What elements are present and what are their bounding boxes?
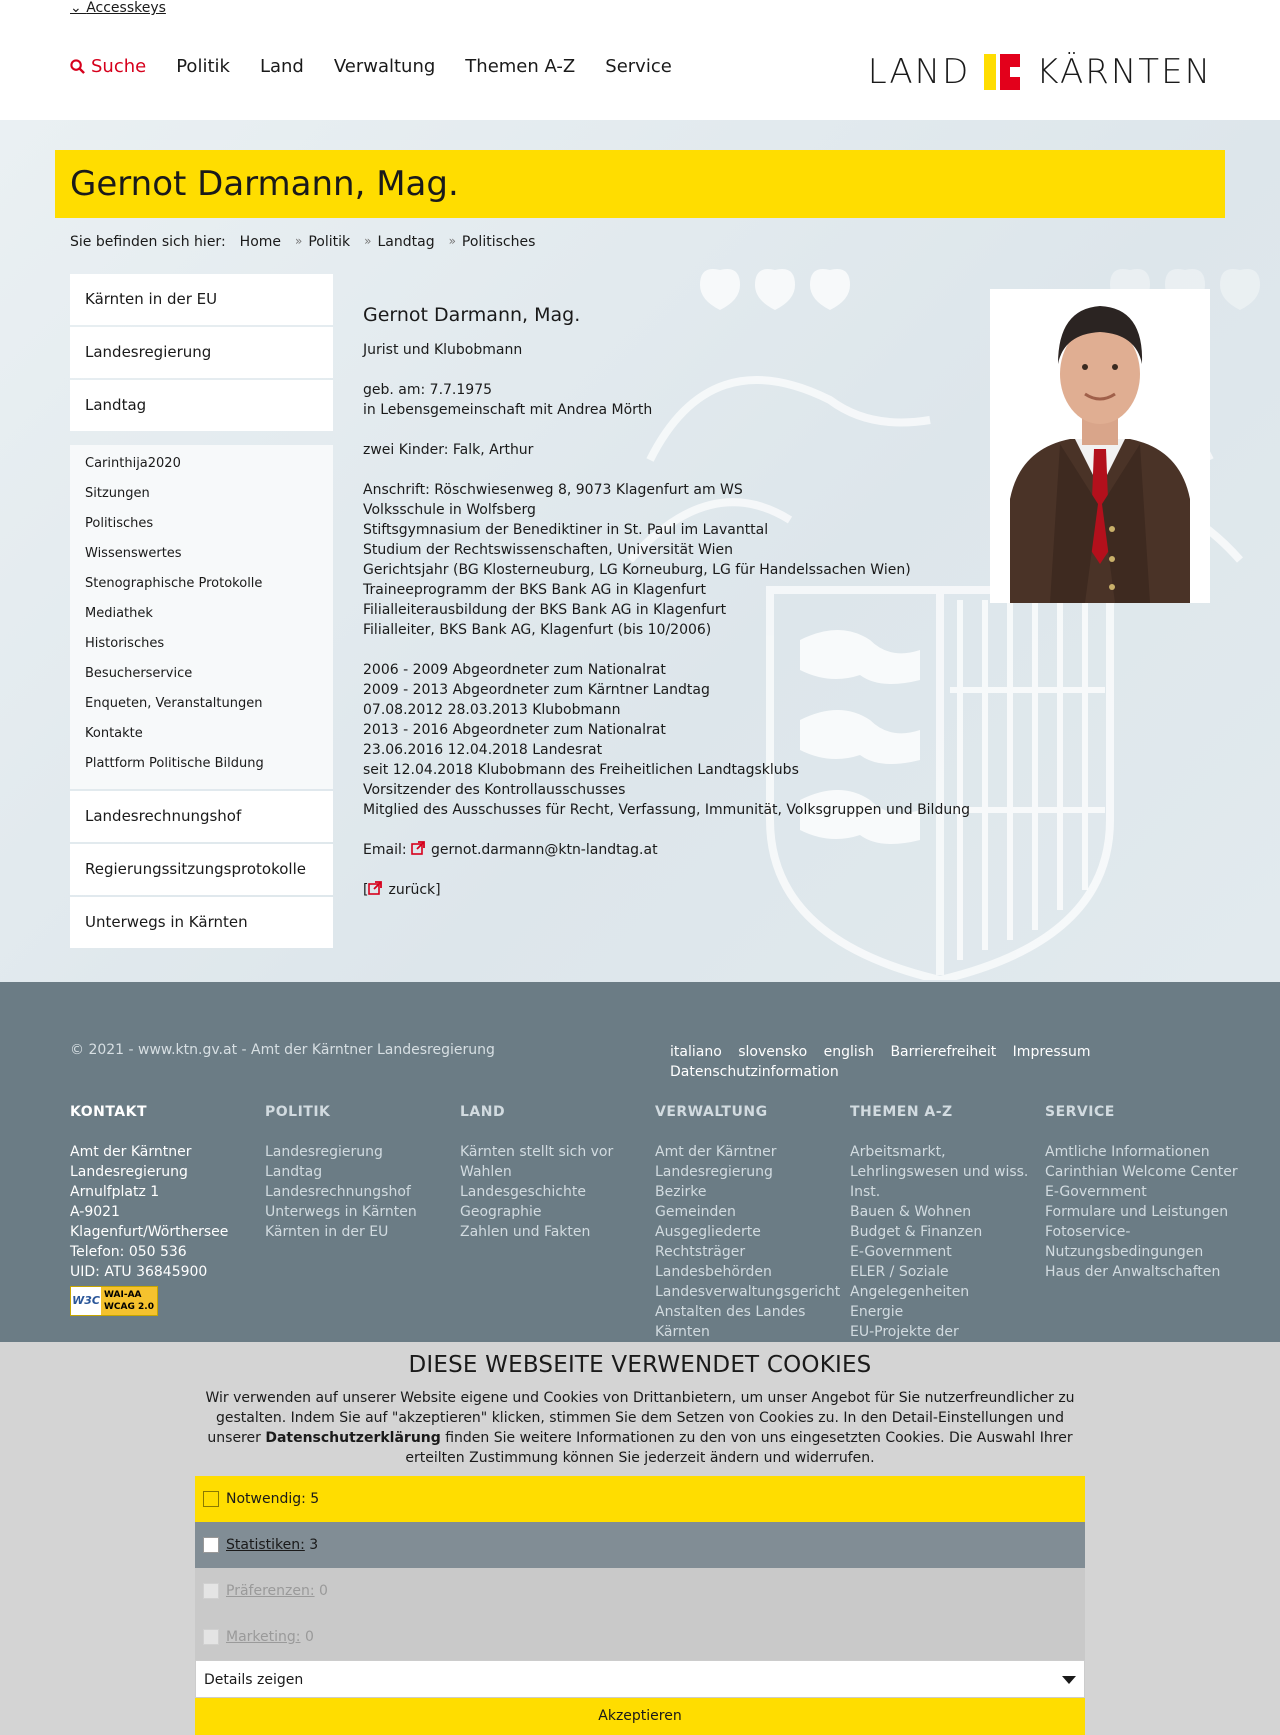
profile-line: zwei Kinder: Falk, Arthur (363, 442, 534, 458)
profile-photo (990, 289, 1210, 603)
footer-col-themen (850, 1102, 1045, 1342)
breadcrumb-prefix: Sie befinden sich hier: (70, 234, 226, 250)
chevron-right-icon: » (364, 234, 372, 248)
cookie-option-count: 0 (304, 1629, 314, 1645)
checkbox-disabled-icon[interactable] (203, 1583, 219, 1599)
cookie-option-label: Notwendig: (226, 1491, 306, 1507)
cookie-description (195, 1388, 1085, 1468)
nav-politik[interactable]: Politik (176, 56, 230, 77)
sidebar-item-unterwegs[interactable]: Unterwegs in Kärnten (70, 897, 333, 948)
external-link-icon (368, 881, 382, 895)
details-toggle[interactable] (195, 1660, 1085, 1698)
footer-link[interactable]: E-Government (850, 1244, 952, 1260)
profile-subtitle: Jurist und Klubobmann (363, 342, 523, 358)
sidebar-subitem[interactable]: Mediathek (85, 606, 153, 621)
profile-line: in Lebensgemeinschaft mit Andrea Mörth (363, 402, 653, 418)
footer-col-land (460, 1102, 655, 1342)
profile-content (363, 300, 983, 900)
footer-link[interactable]: Landtag (265, 1164, 323, 1180)
sidebar-item-protokolle[interactable]: Regierungssitzungsprotokolle (70, 844, 333, 895)
footer-text: Telefon: 050 536 (70, 1244, 187, 1260)
sidebar-item-landesrechnungshof[interactable]: Landesrechnungshof (70, 791, 333, 842)
nav-search-label: Suche (91, 56, 147, 77)
cookie-option-label: Statistiken: (226, 1537, 305, 1553)
footer-link[interactable]: E-Government (1045, 1184, 1147, 1200)
footer-link[interactable]: Zahlen und Fakten (460, 1224, 591, 1240)
profile-line: Filialleiterausbildung der BKS Bank AG in Klagenfurt (363, 602, 727, 618)
footer-col-title: THEMEN A-Z (850, 1104, 953, 1120)
footer-link-english[interactable]: english (823, 1044, 874, 1060)
footer-link[interactable]: Landesrechnungshof (265, 1184, 411, 1200)
footer-link[interactable]: Landesgeschichte (460, 1184, 586, 1200)
sidebar-submenu (70, 445, 333, 789)
chevron-right-icon: » (295, 234, 303, 248)
footer-link[interactable]: Haus der Anwaltschaften (1045, 1264, 1221, 1280)
breadcrumb-home[interactable]: Home (239, 234, 282, 250)
footer-link[interactable]: Bauen & Wohnen (850, 1204, 972, 1220)
footer-col-title: POLITIK (265, 1104, 331, 1120)
cookie-banner (0, 1342, 1280, 1735)
profile-line: Vorsitzender des Kontrollausschusses (363, 782, 626, 798)
logo-mark-icon (984, 54, 1022, 90)
footer-columns (70, 1102, 1240, 1342)
footer-link[interactable]: Formulare und Leistungen (1045, 1204, 1229, 1220)
footer-link[interactable]: Carinthian Welcome Center (1045, 1164, 1238, 1180)
profile-line: seit 12.04.2018 Klubobmann des Freiheitlichen Landtagsklubs (363, 762, 799, 778)
footer-col-politik (265, 1102, 460, 1342)
sidebar-subitem[interactable]: Kontakte (85, 726, 143, 741)
cookie-option-statistiken[interactable] (195, 1522, 1085, 1568)
cookie-option-marketing[interactable] (195, 1614, 1085, 1660)
logo-text-land: LAND (867, 52, 971, 92)
footer-col-title: VERWALTUNG (655, 1104, 768, 1120)
footer-link[interactable]: Kärnten in der EU (265, 1224, 389, 1240)
footer (0, 982, 1280, 1342)
footer-link[interactable]: Landesbehörden (655, 1264, 772, 1280)
footer-link[interactable]: Geographie (460, 1204, 542, 1220)
external-link-icon (411, 841, 425, 855)
sidebar-subitem[interactable]: Besucherservice (85, 666, 193, 681)
sidebar-subitem[interactable]: Stenographische Protokolle (85, 576, 263, 591)
privacy-policy-link[interactable]: Datenschutzerklärung (265, 1430, 441, 1446)
email-row (363, 840, 983, 860)
footer-link[interactable]: Gemeinden (655, 1204, 736, 1220)
footer-col-kontakt (70, 1102, 265, 1342)
logo-text-kaernten: KÄRNTEN (1036, 52, 1212, 92)
cookie-option-praeferenzen[interactable] (195, 1568, 1085, 1614)
sidebar-subitem[interactable]: Plattform Politische Bildung (85, 756, 264, 771)
email-link[interactable]: gernot.darmann@ktn-landtag.at (431, 842, 658, 858)
page-title-bar (55, 150, 1225, 218)
footer-link-impressum[interactable]: Impressum (1012, 1044, 1091, 1060)
profile-line: 2009 - 2013 Abgeordneter zum Kärntner Landtag (363, 682, 710, 698)
footer-link[interactable]: Landesregierung (265, 1144, 383, 1160)
nav-themen[interactable]: Themen A-Z (465, 56, 576, 77)
breadcrumb-politisches[interactable]: Politisches (461, 234, 536, 250)
footer-link[interactable]: Arbeitsmarkt, Lehrlingswesen und wiss. Inst. (850, 1144, 1029, 1200)
footer-link[interactable]: Unterwegs in Kärnten (265, 1204, 417, 1220)
checkbox-disabled-icon[interactable] (203, 1629, 219, 1645)
wcag-badge[interactable] (70, 1286, 158, 1316)
footer-link-datenschutz[interactable]: Datenschutzinformation (670, 1064, 839, 1080)
portrait-image (990, 289, 1210, 603)
footer-link[interactable]: Anstalten des Landes Kärnten (655, 1304, 806, 1340)
footer-link[interactable]: Amt der Kärntner Landesregierung (655, 1144, 777, 1180)
footer-text: A-9021 Klagenfurt/Wörthersee (70, 1204, 229, 1240)
footer-text: UID: ATU 36845900 (70, 1264, 208, 1280)
footer-col-title: KONTAKT (70, 1104, 148, 1120)
sidebar-item-landtag[interactable]: Landtag (70, 380, 333, 431)
back-bracket-close: ] (435, 882, 441, 898)
sidebar-subitem[interactable]: Sitzungen (85, 486, 150, 501)
profile-line: Stiftsgymnasium der Benediktiner in St. Paul im Lavanttal (363, 522, 769, 538)
cookie-option-notwendig[interactable] (195, 1476, 1085, 1522)
search-icon (70, 59, 85, 74)
footer-link[interactable]: EU-Projekte der (850, 1324, 959, 1340)
profile-line: Volksschule in Wolfsberg (363, 502, 536, 518)
footer-link[interactable]: Wahlen (460, 1164, 512, 1180)
footer-link-italiano[interactable]: italiano (670, 1044, 722, 1060)
email-label: Email: (363, 842, 407, 858)
sidebar (70, 274, 333, 950)
accept-button[interactable]: Akzeptieren (195, 1698, 1085, 1735)
details-label: Details zeigen (204, 1672, 304, 1688)
profile-line: Studium der Rechtswissenschaften, Universität Wien (363, 542, 733, 558)
cookie-desc-part2: finden Sie weitere Informationen zu den von uns eingesetzten Cookies. Die Auswahl Ihrer erteilten Zustimmung können Sie jederzeit ändern und widerrufen. (405, 1430, 1073, 1466)
footer-col-title: LAND (460, 1104, 506, 1120)
footer-text: Arnulfplatz 1 (70, 1184, 160, 1200)
breadcrumb-landtag[interactable]: Landtag (377, 234, 435, 250)
nav-service[interactable]: Service (605, 56, 672, 77)
accesskeys-link[interactable]: ⌄ Accesskeys (70, 0, 166, 16)
sidebar-subitem[interactable]: Politisches (85, 516, 154, 531)
profile-line: Anschrift: Röschwiesenweg 8, 9073 Klagenfurt am WS (363, 482, 743, 498)
sidebar-subitem[interactable]: Wissenswertes (85, 546, 182, 561)
profile-line: 23.06.2016 12.04.2018 Landesrat (363, 742, 603, 758)
footer-link[interactable]: Energie (850, 1304, 904, 1320)
breadcrumb (70, 234, 535, 250)
cookie-option-label: Präferenzen: (226, 1583, 315, 1599)
footer-copyright: © 2021 - www.ktn.gv.at - Amt der Kärntner Landesregierung (70, 1042, 495, 1058)
cookie-option-count: 5 (310, 1491, 320, 1507)
breadcrumb-politik[interactable]: Politik (308, 234, 351, 250)
main-nav (70, 56, 672, 77)
back-row (363, 880, 983, 900)
cookie-option-label: Marketing: (226, 1629, 301, 1645)
chevron-right-icon: » (448, 234, 456, 248)
profile-line: 2006 - 2009 Abgeordneter zum Nationalrat (363, 662, 666, 678)
profile-heading: Gernot Darmann, Mag. (363, 304, 581, 326)
sidebar-subitem[interactable]: Carinthija2020 (85, 456, 181, 471)
footer-link-barrierefreiheit[interactable]: Barrierefreiheit (890, 1044, 997, 1060)
profile-line: Gerichtsjahr (BG Klosterneuburg, LG Korneuburg, LG für Handelssachen Wien) (363, 562, 911, 578)
profile-line: 2013 - 2016 Abgeordneter zum Nationalrat (363, 722, 666, 738)
footer-links (670, 1042, 1110, 1082)
footer-link-slovensko[interactable]: slovensko (738, 1044, 808, 1060)
site-logo[interactable] (868, 52, 1212, 92)
footer-link[interactable]: Fotoservice-Nutzungsbedingungen (1045, 1224, 1204, 1260)
footer-link[interactable]: Amtliche Informationen (1045, 1144, 1210, 1160)
cookie-option-count: 3 (309, 1537, 319, 1553)
w3c-logo: W3C (72, 1294, 100, 1307)
footer-text: Amt der Kärntner Landesregierung (70, 1144, 192, 1180)
profile-line: Traineeprogramm der BKS Bank AG in Klagenfurt (363, 582, 707, 598)
checkbox-icon[interactable] (203, 1537, 219, 1553)
back-bracket-open: [ (363, 882, 369, 898)
checkbox-checked-icon[interactable] (203, 1491, 219, 1507)
back-link[interactable]: zurück (388, 882, 436, 898)
footer-link[interactable]: Budget & Finanzen (850, 1224, 983, 1240)
nav-land[interactable]: Land (259, 56, 304, 77)
caret-down-icon (1062, 1676, 1076, 1684)
cookie-desc-part1: Wir verwenden auf unserer Website eigene und Cookies von Drittanbietern, um unser Angebot für Sie nutzerfreundlicher zu gestalten. Indem Sie auf "akzeptieren" klicken, stimmen Sie dem Setzen von Cookies zu. In den Detail-Einstellungen und unserer (205, 1390, 1075, 1446)
profile-line: 07.08.2012 28.03.2013 Klubobmann (363, 702, 621, 718)
footer-link[interactable]: ELER / Soziale Angelegenheiten (850, 1264, 970, 1300)
footer-col-title: SERVICE (1045, 1104, 1115, 1120)
sidebar-subitem[interactable]: Historisches (85, 636, 165, 651)
cookie-title: DIESE WEBSEITE VERWENDET COOKIES (408, 1352, 872, 1378)
cookie-option-count: 0 (319, 1583, 328, 1599)
profile-line: Filialleiter, BKS Bank AG, Klagenfurt (bis 10/2006) (363, 622, 712, 638)
footer-col-verwaltung (655, 1102, 850, 1342)
footer-col-service (1045, 1102, 1240, 1342)
footer-link[interactable]: Kärnten stellt sich vor (460, 1144, 614, 1160)
sidebar-subitem[interactable]: Enqueten, Veranstaltungen (85, 696, 263, 711)
wcag-badge-label: WAI-AA WCAG 2.0 (101, 1287, 157, 1315)
nav-search[interactable] (70, 56, 146, 77)
page-title: Gernot Darmann, Mag. (70, 164, 459, 204)
footer-link[interactable]: Landesverwaltungsgericht (655, 1284, 841, 1300)
profile-line: Mitglied des Ausschusses für Recht, Verfassung, Immunität, Volksgruppen und Bildung (363, 802, 970, 818)
sidebar-item-landesregierung[interactable]: Landesregierung (70, 327, 333, 378)
profile-line: geb. am: 7.7.1975 (363, 382, 493, 398)
sidebar-item-eu[interactable]: Kärnten in der EU (70, 274, 333, 325)
accesskeys-label: Accesskeys (86, 0, 166, 16)
nav-verwaltung[interactable]: Verwaltung (333, 56, 436, 77)
footer-link[interactable]: Bezirke (655, 1184, 707, 1200)
footer-link[interactable]: Ausgegliederte Rechtsträger (655, 1224, 761, 1260)
